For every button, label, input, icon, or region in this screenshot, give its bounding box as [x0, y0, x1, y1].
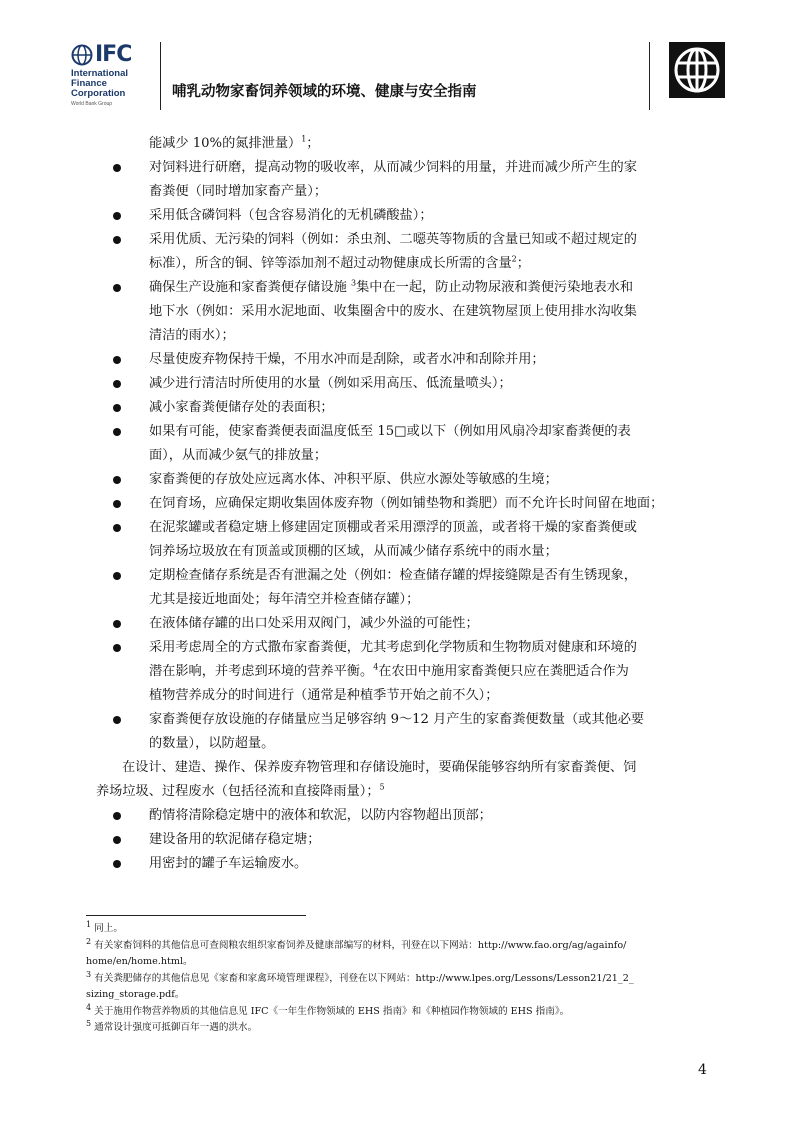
- list-item: 定期检查储存系统是否有泄漏之处（例如：检查储存罐的焊接缝隙是否有生锈现象， 尤其是接近地面处；每年清空并检查储存罐）；: [96, 564, 716, 612]
- world-bank-globe-icon: [669, 42, 725, 98]
- list-item: 采用考虑周全的方式撒布家畜粪便，尤其考虑到化学物质和生物物质对健康和环境的 潜在影响，并考虑到环境的营养平衡。$^4$在农田中施用家畜粪便只应在粪肥适合作为 植物营养成分的时间进行（通常是种植季节开始之前不久）；: [96, 636, 716, 708]
- list-item: 减少进行清洁时所使用的水量（例如采用高压、低流量喷头）；: [96, 372, 716, 396]
- list-item: 采用低含磷饲料（包含容易消化的无机磷酸盐）；: [96, 204, 716, 228]
- list-item: 对饲料进行研磨，提高动物的吸收率，从而减少饲料的用量，并进而减少所产生的家 畜粪便（同时增加家畜产量）；: [96, 156, 716, 204]
- ifc-acronym: IFC: [95, 42, 132, 67]
- bullet-icon: [113, 500, 121, 508]
- footnote: $^2$ 有关家畜饲料的其他信息可查阅粮农组织家畜饲养及健康部编写的材料，刊登在以下网站：http://www.fao.org/ag/againfo/: [86, 936, 627, 951]
- ifc-full-name: International Finance Corporation: [71, 68, 129, 99]
- bullet-icon: [113, 860, 121, 868]
- bullet-icon: [113, 356, 121, 364]
- ifc-group-label: World Bank Group: [71, 101, 113, 107]
- footnote: $^4$ 关于施用作物营养物质的其他信息见 IFC《一年生作物领域的 EHS 指南》和《种植园作物领域的 EHS 指南》。: [86, 1002, 570, 1017]
- bullet-icon: [113, 164, 121, 172]
- list-item: 在泥浆罐或者稳定塘上修建固定顶棚或者采用漂浮的顶盖，或者将干燥的家畜粪便或 饲养场垃圾放在有顶盖或顶棚的区域，从而减少储存系统中的雨水量；: [96, 516, 716, 564]
- ifc-globe-icon: [71, 44, 93, 66]
- list-item: 家畜粪便存放设施的存储量应当足够容纳 9～12 月产生的家畜粪便数量（或其他必要 的数量），以防超量。: [96, 708, 716, 756]
- bullet-icon: [113, 284, 121, 292]
- ifc-mark: [71, 42, 131, 68]
- list-item: 确保生产设施和家畜粪便存储设施 $^3$集中在一起，防止动物尿液和粪便污染地表水和 地下水（例如：采用水泥地面、收集圈舍中的废水、在建筑物屋顶上使用排水沟收集 清洁的雨水）；: [96, 276, 716, 348]
- ifc-logo: [71, 42, 151, 106]
- list-item: 在饲育场，应确保定期收集固体废弃物（例如铺垫物和粪肥）而不允许长时间留在地面；: [96, 492, 716, 516]
- list-item: 减小家畜粪便储存处的表面积；: [96, 396, 716, 420]
- bullet-icon: [113, 476, 121, 484]
- bullet-icon: [113, 716, 121, 724]
- list-item: 建设备用的软泥储存稳定塘；: [96, 828, 716, 852]
- bullet-icon: [113, 620, 121, 628]
- footnote: $^1$ 同上。: [86, 919, 123, 934]
- bullet-icon: [113, 404, 121, 412]
- bullet-icon: [113, 428, 121, 436]
- header-divider-left: [160, 42, 161, 110]
- list-item: 家畜粪便的存放处应远离水体、冲积平原、供应水源处等敏感的生境；: [96, 468, 716, 492]
- footnotes: $^1$ 同上。 $^2$ 有关家畜饲料的其他信息可查阅粮农组织家畜饲养及健康部编写的材料，刊登在以下网站：http://www.fao.org/ag/againfo/ home/en/home.html。 $^3$ 有关粪肥储存的其他信息见《家畜和家禽环境管理课程》，刊登在以下网站：http://www.lpes.org/Lessons/Lesson21/21_2_ sizing_storage.pdf。 $^4$ 关于施用作物营养物质的其他信息见 IFC《一年生作物领域的 EHS 指南》和《种植园作物领域的 EHS 指南》。 $^5$ 通常设计强度可抵御百年一遇的洪水。: [86, 921, 726, 1037]
- document-title: 哺乳动物家畜饲养领域的环境、健康与安全指南: [172, 84, 477, 100]
- page-header: [0, 0, 793, 115]
- list-item: 用密封的罐子车运输废水。: [96, 852, 716, 876]
- footnote: $^3$ 有关粪肥储存的其他信息见《家畜和家禽环境管理课程》，刊登在以下网站：http://www.lpes.org/Lessons/Lesson21/21_2_: [86, 969, 634, 984]
- bullet-icon: [113, 812, 121, 820]
- bullet-icon: [113, 212, 121, 220]
- footnote-divider: [86, 915, 306, 916]
- bullet-icon: [113, 236, 121, 244]
- page-number: 4: [698, 1062, 707, 1078]
- list-item: 在液体储存罐的出口处采用双阀门，减少外溢的可能性；: [96, 612, 716, 636]
- bullet-icon: [113, 524, 121, 532]
- bullet-icon: [113, 836, 121, 844]
- list-item: 酌情将清除稳定塘中的液体和软泥，以防内容物超出顶部；: [96, 804, 716, 828]
- bullet-icon: [113, 380, 121, 388]
- paragraph: 在设计、建造、操作、保养废弃物管理和存储设施时，要确保能够容纳所有家畜粪便、饲 养场垃圾、过程废水（包括径流和直接降雨量）；$^5$: [96, 760, 637, 799]
- header-divider-right: [649, 42, 650, 110]
- list-item: 如果有可能，使家畜粪便表面温度低至 15□或以下（例如用风扇冷却家畜粪便的表 面），从而减少氨气的排放量；: [96, 420, 716, 468]
- list-item: 采用优质、无污染的饲料（例如：杀虫剂、二噁英等物质的含量已知或不超过规定的 标准），所含的铜、锌等添加剂不超过动物健康成长所需的含量$^2$；: [96, 228, 716, 276]
- page-body: [96, 132, 716, 876]
- bullet-icon: [113, 572, 121, 580]
- list-item: 尽量使废弃物保持干燥，不用水冲而是刮除，或者水冲和刮除并用；: [96, 348, 716, 372]
- bullet-icon: [113, 644, 121, 652]
- lead-line: 能减少 10%的氮排泄量）$^1$；: [149, 134, 320, 151]
- footnote: $^5$ 通常设计强度可抵御百年一遇的洪水。: [86, 1018, 258, 1033]
